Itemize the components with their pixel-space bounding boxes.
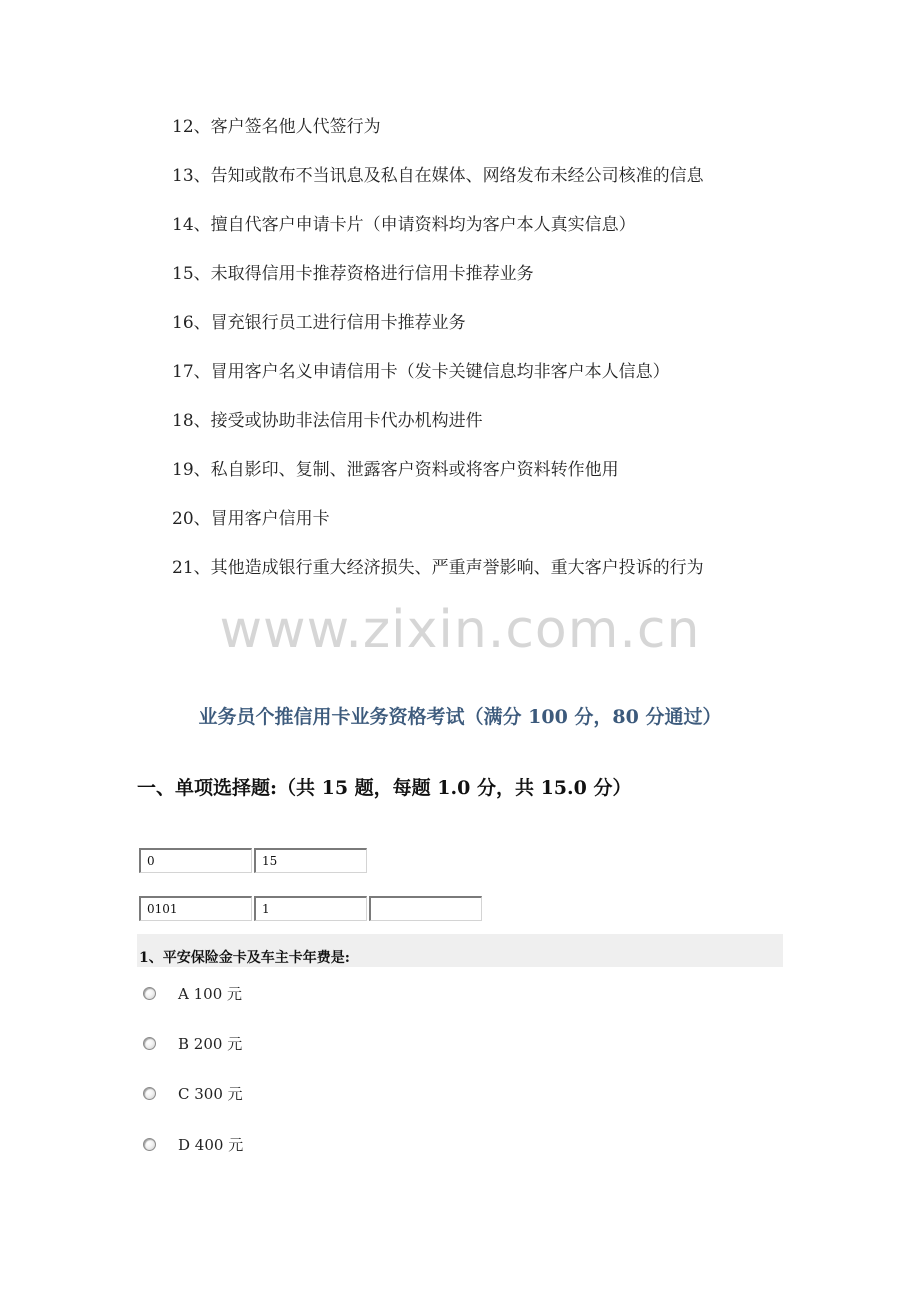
answer-option-d[interactable] — [143, 1133, 243, 1155]
rule-item: 15、未取得信用卡推荐资格进行信用卡推荐业务 — [172, 264, 534, 284]
rule-item: 21、其他造成银行重大经济损失、严重声誉影响、重大客户投诉的行为 — [172, 558, 704, 578]
violation-rule-list — [172, 114, 704, 604]
text-field[interactable] — [369, 896, 482, 921]
radio-button[interactable] — [143, 1087, 156, 1100]
radio-button[interactable] — [143, 987, 156, 1000]
answer-option-c[interactable] — [143, 1082, 243, 1104]
exam-title: 业务员个推信用卡业务资格考试（满分 100 分，80 分通过） — [198, 706, 722, 728]
radio-button[interactable] — [143, 1138, 156, 1151]
option-label: D 400 元 — [178, 1135, 244, 1154]
text-field[interactable]: 0101 — [139, 896, 252, 921]
rule-item: 18、接受或协助非法信用卡代办机构进件 — [172, 411, 483, 431]
option-label: A 100 元 — [178, 984, 242, 1003]
watermark: www.zixin.com.cn — [219, 600, 701, 660]
option-label: C 300 元 — [178, 1084, 243, 1103]
rule-item: 13、告知或散布不当讯息及私自在媒体、网络发布未经公司核准的信息 — [172, 166, 704, 186]
radio-button[interactable] — [143, 1037, 156, 1050]
rule-item: 17、冒用客户名义申请信用卡（发卡关键信息均非客户本人信息） — [172, 362, 670, 382]
text-field[interactable]: 15 — [254, 848, 367, 873]
option-label: B 200 元 — [178, 1034, 243, 1053]
rule-item: 14、擅自代客户申请卡片（申请资料均为客户本人真实信息） — [172, 215, 636, 235]
rule-item: 19、私自影印、复制、泄露客户资料或将客户资料转作他用 — [172, 460, 619, 480]
question-header — [137, 934, 783, 967]
answer-option-b[interactable] — [143, 1032, 242, 1054]
section-heading: 一、单项选择题:（共 15 题，每题 1.0 分，共 15.0 分） — [137, 777, 632, 799]
rule-item: 12、客户签名他人代签行为 — [172, 117, 381, 137]
field-row — [139, 896, 482, 922]
field-row — [139, 848, 367, 874]
rule-item: 20、冒用客户信用卡 — [172, 509, 330, 529]
text-field[interactable]: 0 — [139, 848, 252, 873]
text-field[interactable]: 1 — [254, 896, 367, 921]
question-text: 1、平安保险金卡及车主卡年费是: — [139, 950, 350, 966]
answer-option-a[interactable] — [143, 982, 242, 1004]
rule-item: 16、冒充银行员工进行信用卡推荐业务 — [172, 313, 466, 333]
